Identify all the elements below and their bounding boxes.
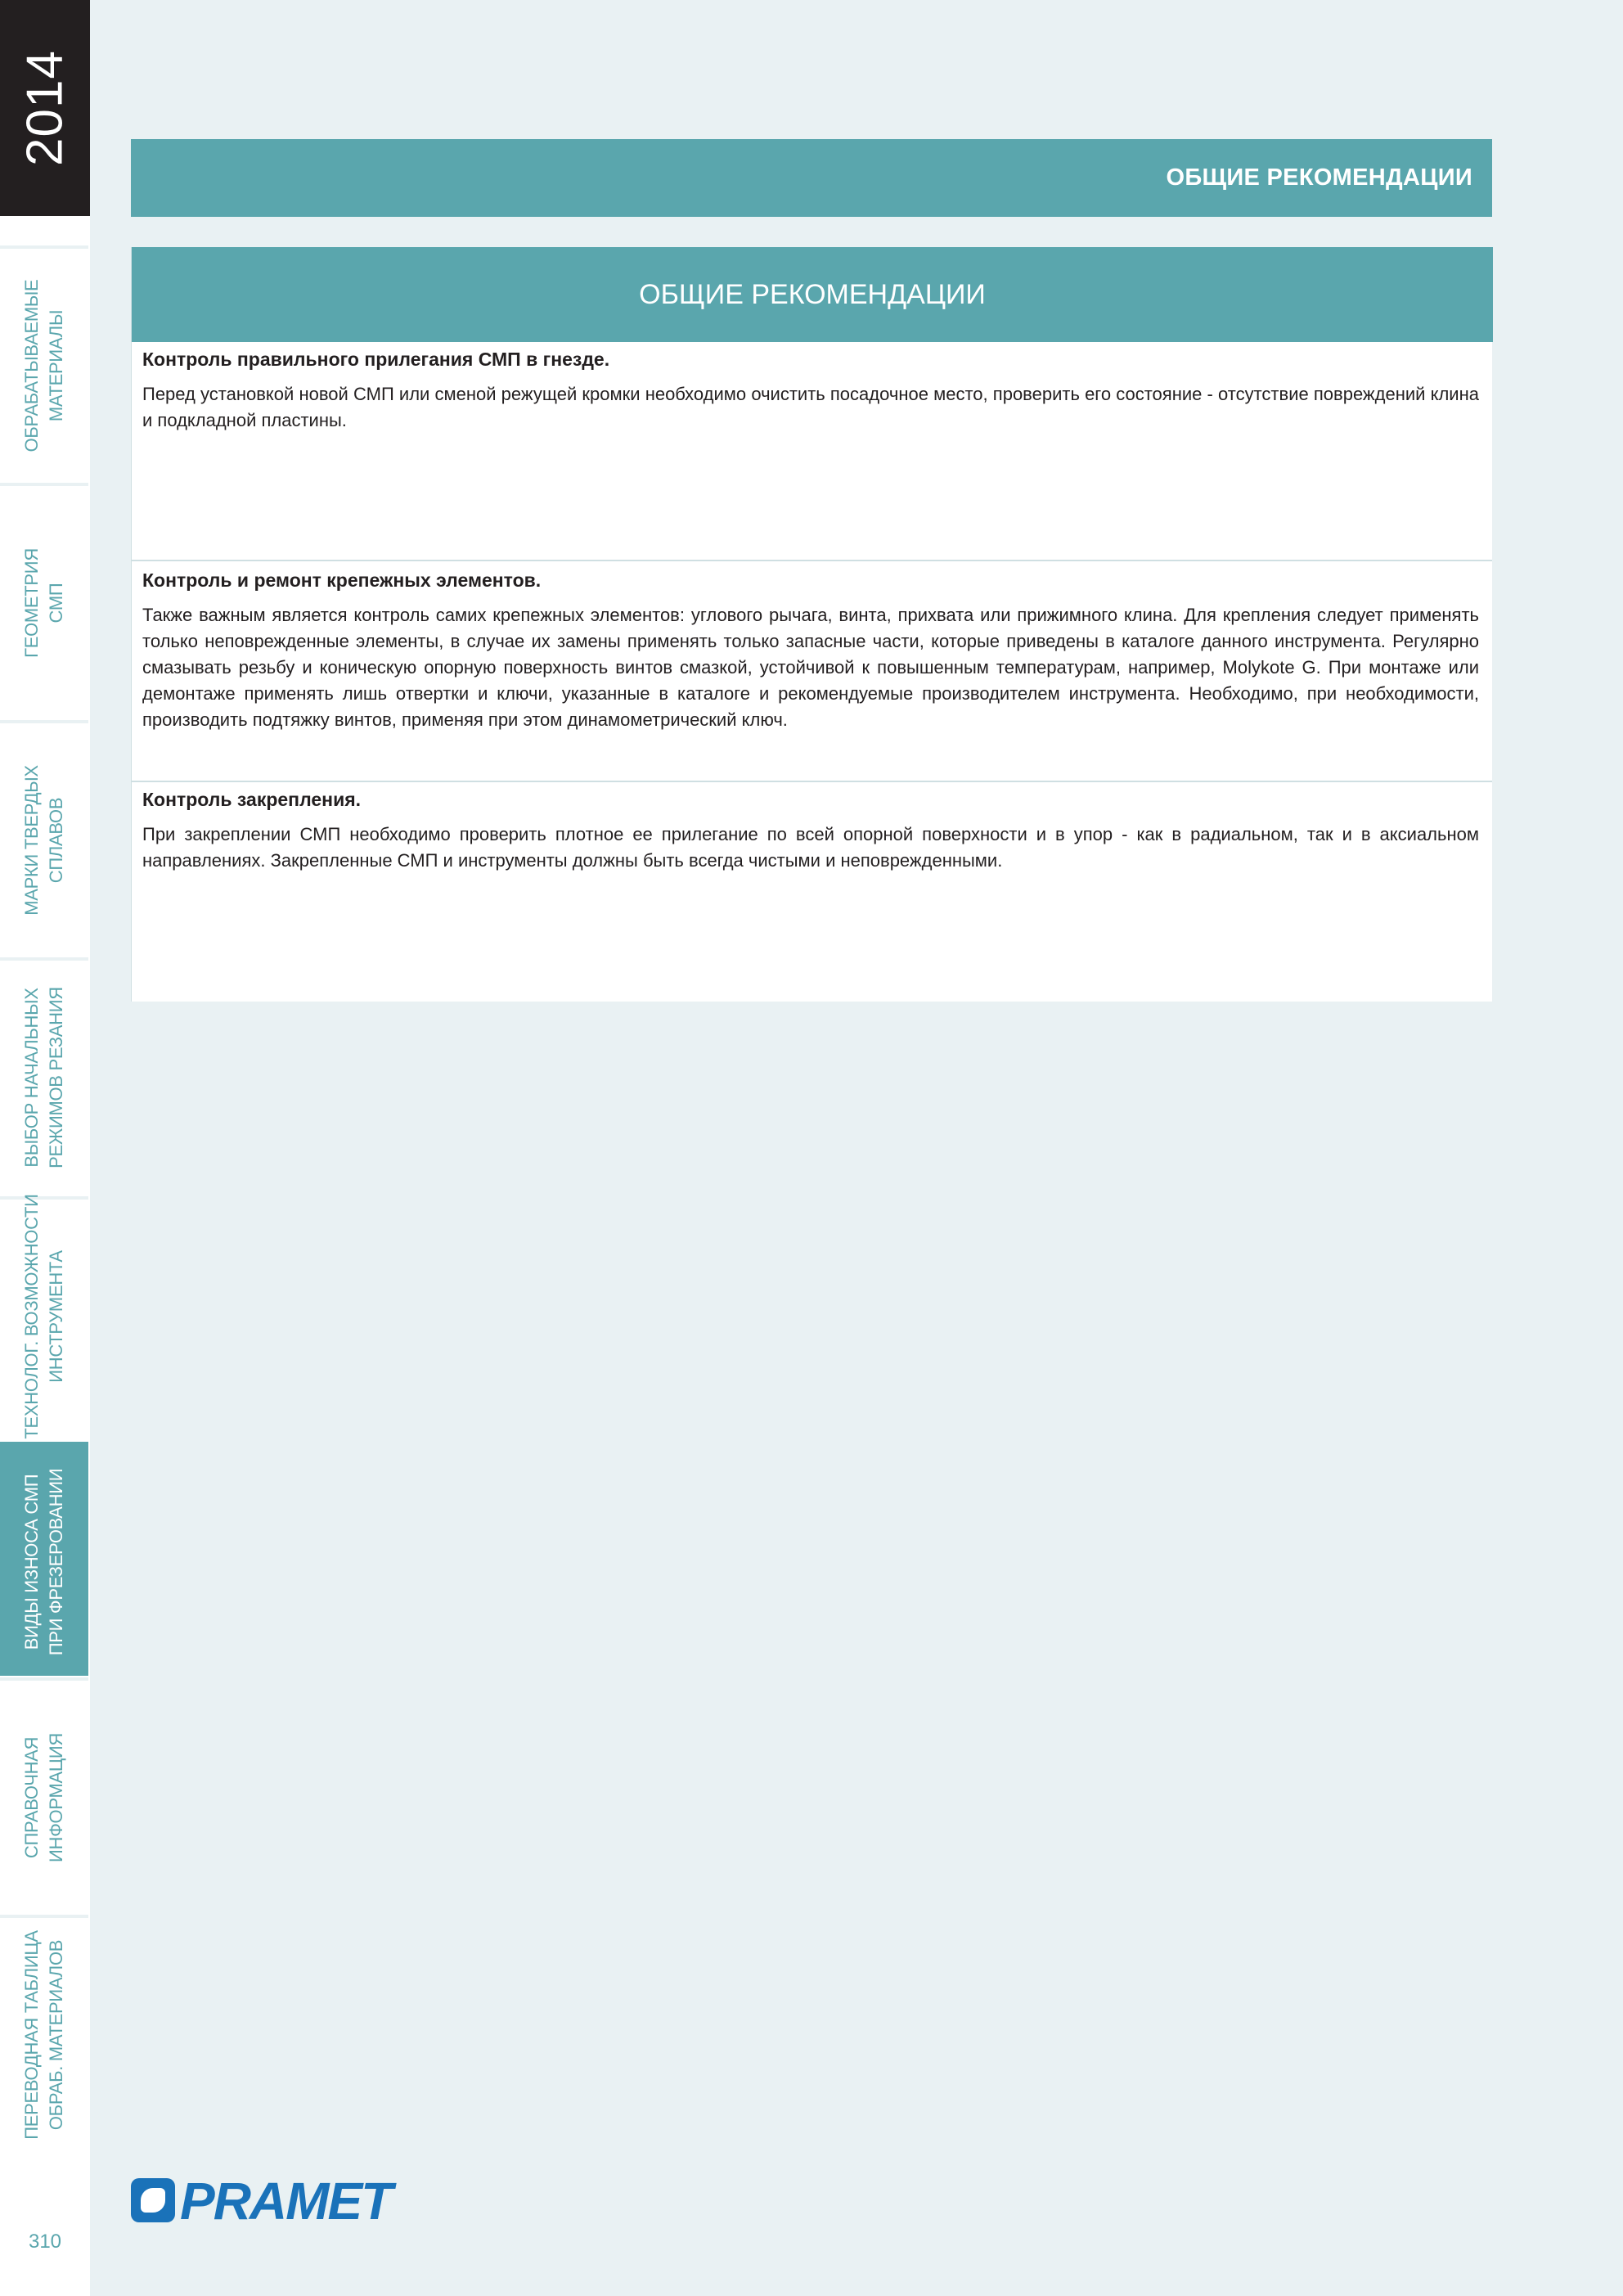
section-body: При закреплении СМП необходимо проверить плотное ее прилегание по всей опорной поверхности и в упор - как в радиальном, так и в аксиальном направлениях. Закрепленные СМП и инструменты должны быть всегда чистыми и неповрежденными. (142, 824, 1479, 871)
sidebar-tab-label: ОБРАБАТЫВАЕМЫЕ МАТЕРИАЛЫ (21, 279, 66, 452)
logo-text: PRAMET (180, 2172, 392, 2231)
section-title: Контроль закрепления. (142, 789, 362, 810)
page-number: 310 (28, 2231, 62, 2253)
recommendations-panel (131, 247, 1492, 1002)
header-title: ОБЩИЕ РЕКОМЕНДАЦИИ (1166, 164, 1472, 191)
panel-title: ОБЩИЕ РЕКОМЕНДАЦИИ (132, 247, 1493, 342)
header-bar (131, 139, 1492, 217)
sidebar-tab-reference[interactable] (0, 1677, 88, 1911)
section-body: Перед установкой новой СМП или сменой режущей кромки необходимо очистить посадочное место, проверить его состояние - отсутствие повреждений клина и подкладной пластины. (142, 384, 1479, 430)
sidebar-tab-materials[interactable] (0, 245, 88, 479)
sidebar-tab-label: ТЕХНОЛОГ. ВОЗМОЖНОСТИ ИНСТРУМЕНТА (21, 1194, 66, 1439)
pramet-logo-icon (131, 2178, 175, 2222)
sidebar-tab-conversion-table[interactable] (0, 1915, 88, 2149)
section-clamping (132, 782, 1492, 1002)
section-title: Контроль правильного прилегания СМП в гнезде. (142, 349, 610, 370)
sidebar-tab-label: СПРАВОЧНАЯ ИНФОРМАЦИЯ (21, 1733, 66, 1862)
sidebar-tab-geometry[interactable] (0, 483, 88, 717)
section-insert-seating (132, 342, 1492, 561)
section-title: Контроль и ремонт крепежных элементов. (142, 569, 542, 591)
sidebar-tab-label: МАРКИ ТВЕРДЫХ СПЛАВОВ (21, 765, 66, 916)
sidebar-tab-cutting-modes[interactable] (0, 957, 88, 1191)
sidebar-tab-label: ВЫБОР НАЧАЛЬНЫХ РЕЖИМОВ РЕЗАНИЯ (21, 987, 66, 1168)
year-label: 2014 (16, 50, 74, 166)
section-body: Также важным является контроль самих крепежных элементов: углового рычага, винта, прихвата или прижимного клина. Для крепления следует применять только неповрежденные элементы, в случае их замены применять только запасные части, которые приведены в каталоге данного инструмента. Регулярно смазывать резьбу и коническую опорную поверхность винтов смазкой, устойчивой к повышенным температурам, например, Molykote G. При монтаже или демонтаже применять лишь отвертки и ключи, указанные в каталоге и рекомендуемые производителем инструмента. Необходимо, при необходимости, производить подтяжку винтов, применяя при этом динамометрический ключ. (142, 605, 1479, 730)
sidebar (0, 0, 90, 2296)
sidebar-tab-grades[interactable] (0, 720, 88, 954)
section-fasteners (132, 563, 1492, 782)
year-box (0, 0, 90, 216)
sidebar-tab-wear-types[interactable] (0, 1442, 88, 1676)
sidebar-tab-label: ПЕРЕВОДНАЯ ТАБЛИЦА ОБРАБ. МАТЕРИАЛОВ (21, 1930, 66, 2140)
sidebar-tab-tool-capabilities[interactable] (0, 1194, 88, 1439)
sidebar-tab-label: ГЕОМЕТРИЯ СМП (21, 548, 66, 658)
sidebar-tab-label: ВИДЫ ИЗНОСА СМП ПРИ ФРЕЗЕРОВАНИИ (21, 1468, 66, 1656)
pramet-logo (131, 2172, 401, 2231)
